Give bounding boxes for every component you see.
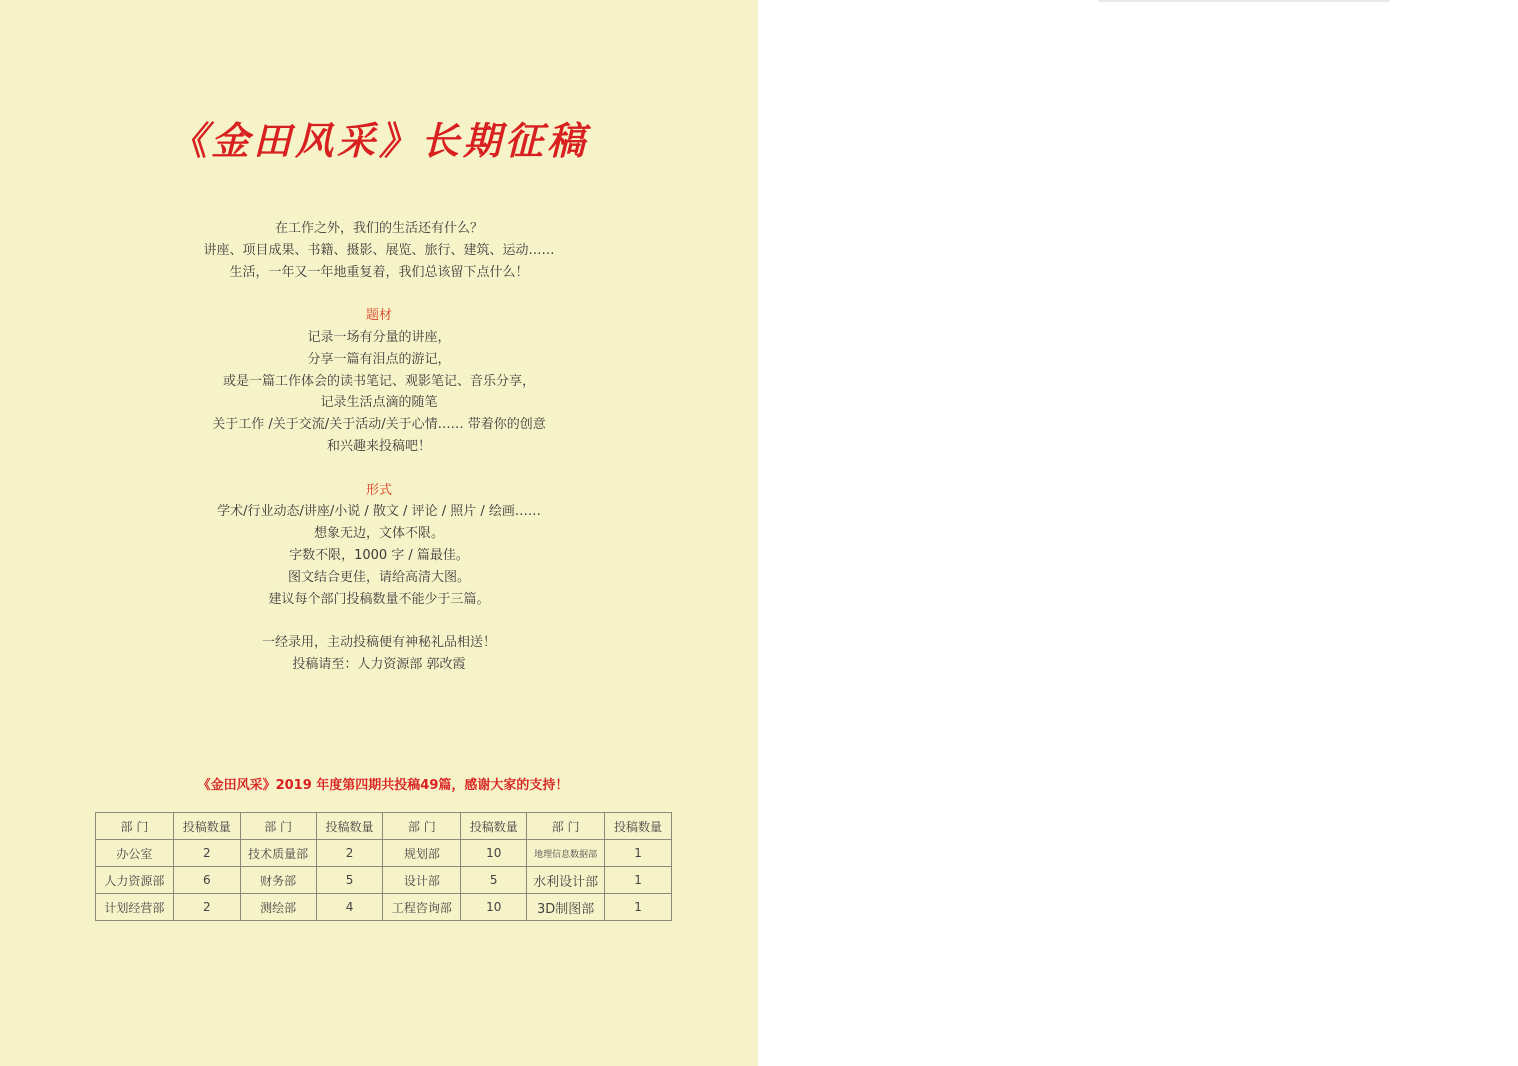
- table-cell: 2: [173, 894, 240, 921]
- table-header-cell: 投稿数量: [316, 813, 383, 840]
- topic-line: 分享一篇有泪点的游记，: [307, 351, 451, 367]
- intro-line: 讲座、项目成果、书籍、摄影、展览、旅行、建筑、运动……: [203, 242, 555, 258]
- table-row: [96, 867, 672, 894]
- form-heading: 形式: [365, 482, 392, 498]
- topic-heading: 题材: [365, 308, 392, 324]
- table-header-cell: 部 门: [240, 813, 316, 840]
- table-cell: 6: [173, 867, 240, 894]
- topic-line: 记录一场有分量的讲座，: [307, 329, 451, 345]
- form-line: 想象无边，文体不限。: [313, 526, 444, 542]
- table-cell: 10: [461, 840, 527, 867]
- table-cell: 计划经营部: [96, 894, 174, 921]
- intro-line: 生活，一年又一年地重复着，我们总该留下点什么！: [229, 264, 529, 280]
- table-cell: 3D制图部: [527, 894, 605, 921]
- submission-table: [95, 812, 672, 921]
- poster-page: [0, 0, 758, 1066]
- table-cell: 技术质量部: [240, 840, 316, 867]
- table-cell: 设计部: [383, 867, 461, 894]
- form-line: 图文结合更佳，请给高清大图。: [287, 569, 470, 585]
- table-cell: 办公室: [96, 840, 174, 867]
- table-cell: 水利设计部: [527, 867, 605, 894]
- table-header-cell: 投稿数量: [461, 813, 527, 840]
- table-cell: 1: [605, 840, 672, 867]
- table-header-row: [96, 813, 672, 840]
- table-cell: 财务部: [240, 867, 316, 894]
- poster-title: 《金田风采》长期征稿: [168, 118, 589, 163]
- table-cell: 测绘部: [240, 894, 316, 921]
- intro-line: 在工作之外，我们的生活还有什么？: [274, 221, 483, 236]
- closing-line: 投稿请至：人力资源部 郭改霞: [292, 656, 466, 672]
- topic-line: 和兴趣来投稿吧！: [326, 438, 431, 454]
- topic-line: 关于工作 /关于交流/关于活动/关于心情…… 带着你的创意: [212, 417, 546, 433]
- table-header-cell: 部 门: [96, 813, 174, 840]
- form-line: 学术/行业动态/讲座/小说 / 散文 / 评论 / 照片 / 绘画……: [217, 504, 541, 520]
- table-cell: 工程咨询部: [383, 894, 461, 921]
- table-cell: 5: [316, 867, 383, 894]
- closing-line: 一经录用，主动投稿便有神秘礼品相送！: [261, 635, 496, 651]
- submission-summary: 《金田风采》2019 年度第四期共投稿49篇，感谢大家的支持！: [197, 778, 569, 793]
- form-line: 建议每个部门投稿数量不能少于三篇。: [268, 591, 490, 607]
- table-row: [96, 894, 672, 921]
- table-cell: 10: [461, 894, 527, 921]
- form-line: 字数不限，1000 字 / 篇最佳。: [289, 547, 469, 563]
- scroll-shadow: [1098, 0, 1390, 2]
- topic-line: 记录生活点滴的随笔: [320, 395, 438, 411]
- table-cell: 1: [605, 867, 672, 894]
- table-row: [96, 840, 672, 867]
- table-header-cell: 投稿数量: [173, 813, 240, 840]
- table-cell: 1: [605, 894, 672, 921]
- table-header-cell: 部 门: [527, 813, 605, 840]
- table-cell: 人力资源部: [96, 867, 174, 894]
- topic-line: 或是一篇工作体会的读书笔记、观影笔记、音乐分享，: [222, 373, 535, 389]
- blank-area: [758, 0, 1518, 1066]
- table-cell: 2: [316, 840, 383, 867]
- poster-body: [0, 218, 758, 676]
- table-cell: 2: [173, 840, 240, 867]
- table-header-cell: 投稿数量: [605, 813, 672, 840]
- table-header-cell: 部 门: [383, 813, 461, 840]
- table-cell: 地理信息数据部: [527, 840, 605, 867]
- table-cell: 4: [316, 894, 383, 921]
- table-cell: 规划部: [383, 840, 461, 867]
- table-cell: 5: [461, 867, 527, 894]
